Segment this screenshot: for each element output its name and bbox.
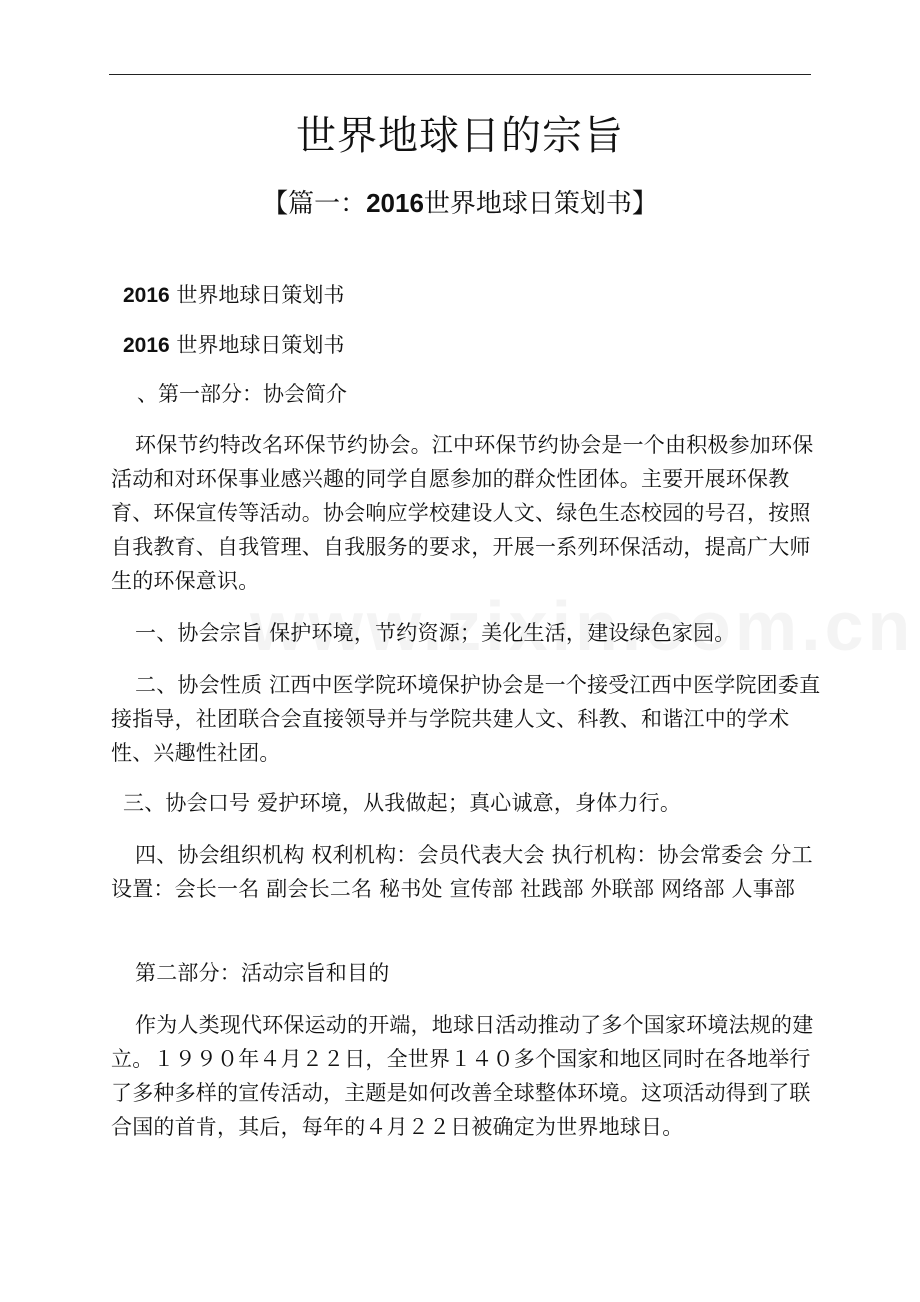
purpose-paragraph: 作为人类现代环保运动的开端，地球日活动推动了多个国家环境法规的建立。１９９０年４月２２日，全世界１４０多个国家和地区同时在各地举行了多种多样的宣传活动，主题是如何改善全球整体环境。这项活动得到了联合国的首肯，其后，每年的４月２２日被确定为世界地球日。 xyxy=(111,1013,814,1139)
heading-line-1 xyxy=(123,278,344,313)
subtitle-year: 2016 xyxy=(366,188,424,218)
document-title: 世界地球日的宗旨 xyxy=(296,113,624,159)
item-1-purpose: 一、协会宗旨 保护环境，节约资源；美化生活，建设绿色家园。 xyxy=(135,621,736,645)
intro-paragraph: 环保节约特改名环保节约协会。江中环保节约协会是一个由积极参加环保活动和对环保事业感兴趣的同学自愿参加的群众性团体。主要开展环保教育、环保宣传等活动。协会响应学校建设人文、绿色生态校园的号召，按照自我教育、自我管理、自我服务的要求，开展一系列环保活动，提高广大师生的环保意识。 xyxy=(111,433,814,593)
part2-heading: 第二部分：活动宗旨和目的 xyxy=(135,961,390,985)
heading-1-text: 世界地球日策划书 xyxy=(176,283,345,307)
heading-2-text: 世界地球日策划书 xyxy=(176,333,345,357)
heading-line-2 xyxy=(123,328,344,363)
heading-1-year: 2016 xyxy=(123,284,170,307)
item-4-organization: 四、协会组织机构 权利机构：会员代表大会 执行机构：协会常委会 分工设置：会长一名 副会长二名 秘书处 宣传部 社践部 外联部 网络部 人事部 xyxy=(111,843,813,901)
part1-heading: 、第一部分：协会简介 xyxy=(137,382,347,406)
subtitle-rest: 世界地球日策划书】 xyxy=(423,189,658,219)
item-3-slogan: 三、协会口号 爱护环境，从我做起；真心诚意，身体力行。 xyxy=(123,791,682,815)
header-rule xyxy=(109,74,811,75)
document-subtitle xyxy=(0,183,920,224)
subtitle-open: 【篇一： xyxy=(262,189,367,219)
heading-2-year: 2016 xyxy=(123,334,170,357)
item-2-nature: 二、协会性质 江西中医学院环境保护协会是一个接受江西中医学院团委直接指导，社团联合会直接领导并与学院共建人文、科教、和谐江中的学术性、兴趣性社团。 xyxy=(111,673,821,765)
